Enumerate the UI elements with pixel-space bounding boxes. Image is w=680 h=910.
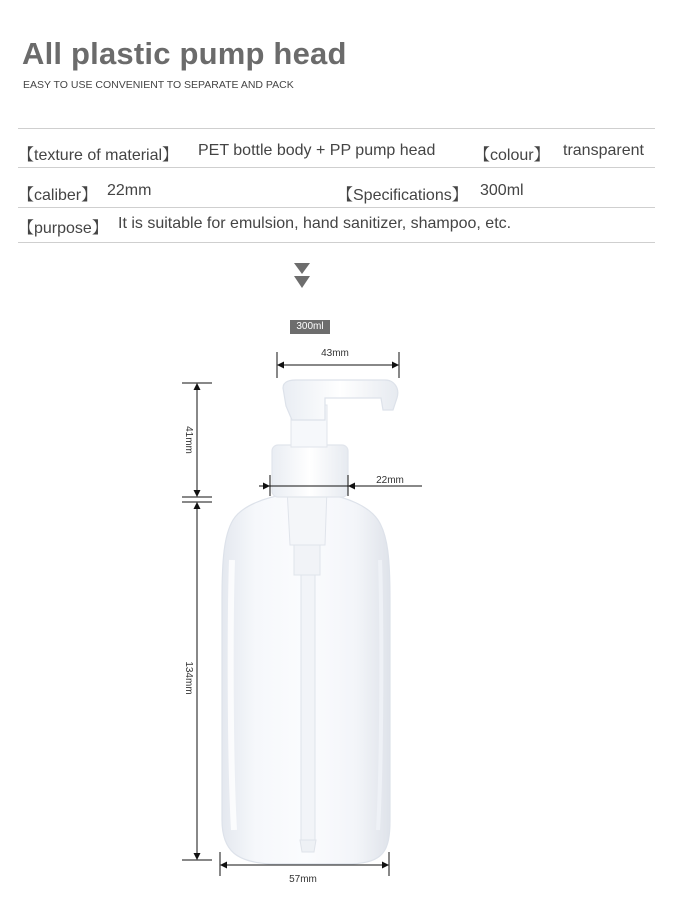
purpose-value: It is suitable for emulsion, hand sanitizer, shampoo, etc.: [118, 215, 512, 232]
body-height-dimension: [182, 502, 212, 860]
neck-width-label: 22mm: [376, 475, 404, 486]
texture-value: PET bottle body + PP pump head: [198, 142, 436, 159]
caliber-value: 22mm: [107, 182, 152, 199]
specifications-value: 300ml: [480, 182, 524, 199]
caliber-label: 【caliber】: [18, 187, 98, 204]
purpose-label: 【purpose】: [18, 220, 108, 237]
capacity-badge: 300ml: [290, 320, 330, 334]
pump-width-dimension: [277, 348, 399, 378]
texture-label: 【texture of material】: [18, 147, 179, 164]
pump-head: [283, 380, 398, 420]
colour-value: transparent: [563, 142, 644, 159]
page-subtitle: EASY TO USE CONVENIENT TO SEPARATE AND PACK: [23, 79, 294, 91]
page-title: All plastic pump head: [22, 36, 347, 71]
pump-width-label: 43mm: [321, 348, 349, 359]
specifications-label: 【Specifications】: [337, 187, 468, 204]
pump-height-label: 41mm: [183, 426, 194, 454]
body-width-label: 57mm: [289, 874, 317, 885]
pump-height-dimension: [182, 383, 212, 497]
body-height-label: 134mm: [183, 661, 194, 695]
colour-label: 【colour】: [474, 147, 550, 164]
